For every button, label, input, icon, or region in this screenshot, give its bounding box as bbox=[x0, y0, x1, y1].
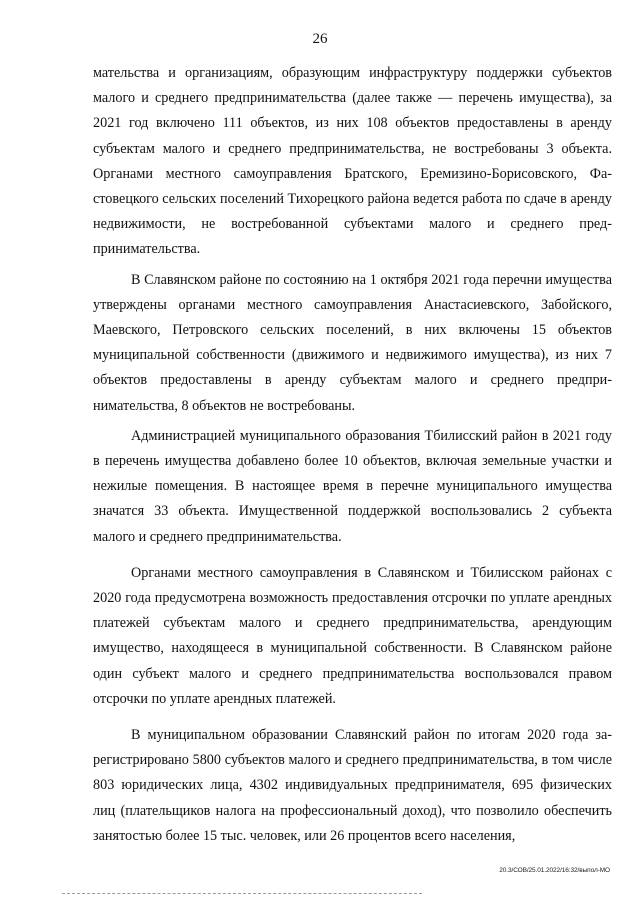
bottom-scan-rule bbox=[62, 893, 422, 894]
paragraph-5: В муниципальном образовании Славянский район по итогам 2020 года зарегистрировано 5800 субъектов малого и среднего предпринимательства, в том числе 803 юридических лица, 4302 индивидуальных предпринимателя, 695 физических лиц (плательщиков налога на профессиональный доход), что позволило обеспечить занятостью более 15 тыс. человек, или 26 процентов всего населения, bbox=[93, 727, 612, 844]
footer-document-code: 20.3/СОВ/25.01.2022/16:32/выпол-МО bbox=[499, 867, 610, 874]
paragraph-1: мательства и организациям, образующим инфраструктуру поддержки субъектов малого и среднего предпринимательства (далее также — перечень имущества), за 2021 год включено 111 объектов, из них 108 объектов предоставлены в аренду субъектам малого и среднего предпринимательства, не востребованы 3 объекта. Органами местного самоуправления Братского, Еремизино-Борисовского, Фастовецкого сельских поселений Тихорецкого района ведется работа по сдаче в аренду недвижимости, не востребованной субъектами малого и среднего предпринимательства. bbox=[93, 65, 612, 258]
paragraph-3: Администрацией муниципального образования Тбилисский район в 2021 году в перечень имущества добавлено более 10 объектов, включая земельные участки и нежилые помещения. В настоящее время в перечне муниципального имущества значатся 33 объекта. Имущественной поддержкой воспользовались 2 субъекта малого и среднего предпринимательства. bbox=[93, 427, 612, 545]
paragraph-4: Органами местного самоуправления в Славянском и Тбилисском районах с 2020 года предусмотрена возможность предоставления отсрочки по уплате арендных платежей субъектам малого и среднего предпринимательства, арендующим имущество, находящееся в муниципальной собственности. В Славянском районе один субъект малого и среднего предпринимательства воспользовался правом отсрочки по уплате арендных платежей. bbox=[93, 564, 612, 707]
paragraph-2: В Славянском районе по состоянию на 1 октября 2021 года перечни имущества утверждены органами местного самоуправления Анастасиевского, Забойского, Маевского, Петровского сельских поселений, в них включены 15 объектов муниципальной собственности (движимого и недвижимого имущества), из них 7 объектов предоставлены в аренду субъектам малого и среднего предпринимательства, 8 объектов не востребованы. bbox=[93, 271, 612, 414]
page-number: 26 bbox=[312, 31, 328, 47]
document-body bbox=[93, 61, 612, 849]
